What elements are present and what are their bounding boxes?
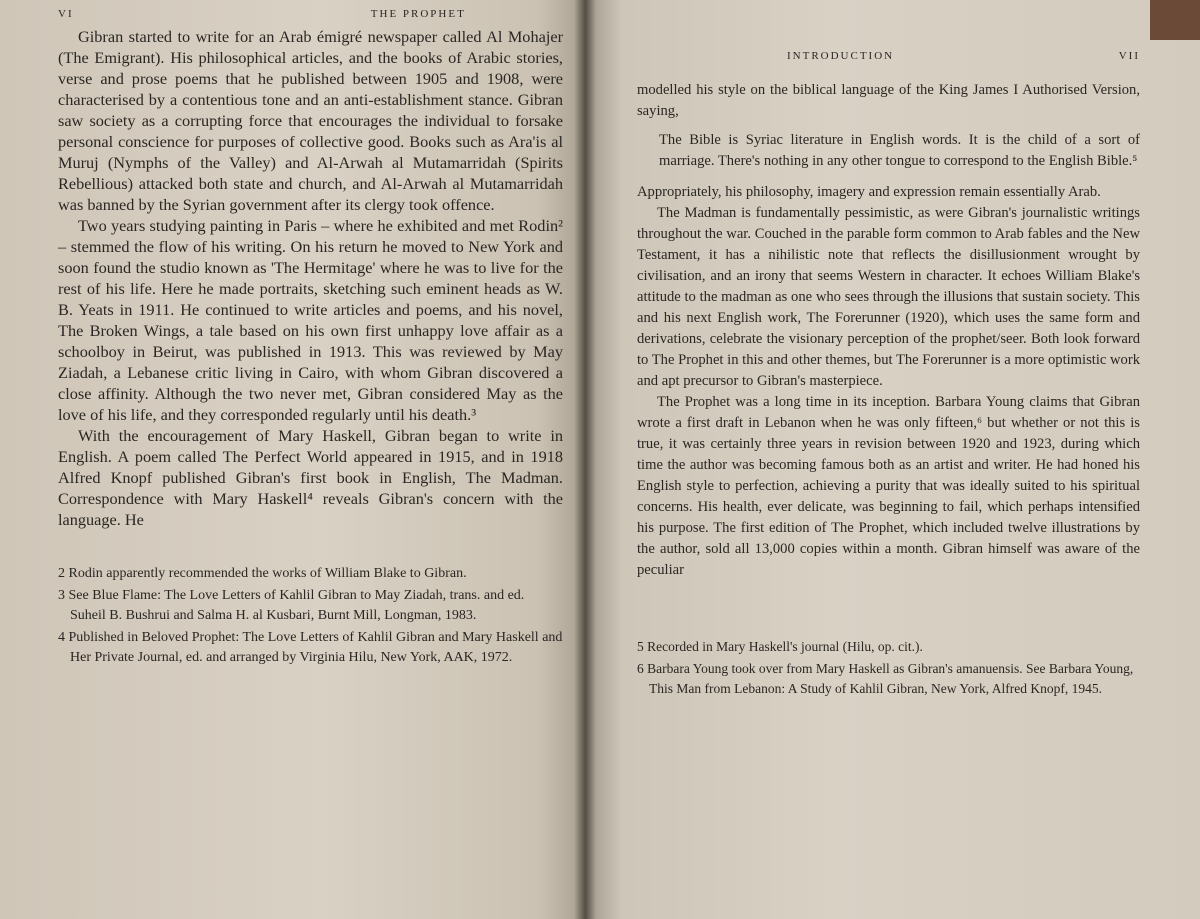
left-paragraph-2: Two years studying painting in Paris – where he exhibited and met Rodin² – stemmed the flow of his writing. On his return he moved to New York and soon found the studio known as 'The Hermitage' where he was to live for the rest of his life. Here he made portraits, sketching such eminent heads as W. B. Yeats in 1911. He continued to write articles and poems, and his novel, The Broken Wings, a tale based on his own first unhappy love affair as a schoolboy in Beirut, was published in 1913. This was reviewed by May Ziadah, a Lebanese critic living in Cairo, with whom Gibran discovered a close affinity. Although the two never met, Gibran considered May as the love of his life, and they corresponded regularly until his death.³ [58, 216, 563, 424]
footnote-2: 2 Rodin apparently recommended the works of William Blake to Gibran. [58, 566, 467, 581]
footnote-4: 4 Published in Beloved Prophet: The Love Letters of Kahlil Gibran and Mary Haskell and Her Private Journal, ed. and arranged by Virginia Hilu, New York, AAK, 1972. [58, 630, 563, 665]
footnote-5: 5 Recorded in Mary Haskell's journal (Hilu, op. cit.). [637, 639, 923, 654]
left-page [0, 0, 585, 919]
left-paragraph-1: Gibran started to write for an Arab émigré newspaper called Al Mohajer (The Emigrant). His philosophical articles, and the books of Arabic stories, verse and prose poems that he published between 1905 and 1908, were characterised by a contentious tone and an anti-establishment stance. Gibran saw society as a corrupting force that encourages the individual to forsake personal conscience for purposes of collective good. Books such as Ara'is al Muruj (Nymphs of the Valley) and Al-Arwah al Mutamarridah (Spirits Rebellious) attacked both state and church, and Al-Arwah al Mutamarridah was banned by the Syrian government after its clergy took offence. [58, 27, 563, 214]
left-page-number: VI [58, 8, 74, 20]
left-paragraph-3: With the encouragement of Mary Haskell, Gibran began to write in English. A poem called The Perfect World appeared in 1915, and in 1918 Alfred Knopf published Gibran's first book in English, The Madman. Correspondence with Mary Haskell⁴ reveals Gibran's concern with the language. He [58, 426, 563, 529]
background-edge [1150, 0, 1200, 40]
right-footnotes [637, 637, 1140, 699]
right-running-title: INTRODUCTION [787, 50, 895, 62]
left-running-head [58, 4, 563, 26]
right-paragraph-1: Appropriately, his philosophy, imagery and expression remain essentially Arab. [637, 184, 1101, 200]
right-page [585, 0, 1200, 919]
left-running-title: THE PROPHET [370, 8, 466, 20]
book-gutter [574, 0, 596, 919]
block-quote: The Bible is Syriac literature in English words. It is the child of a sort of marriage. There's nothing in any other tongue to correspond to the English Bible.⁵ [659, 132, 1140, 169]
left-footnotes [58, 564, 563, 668]
right-paragraph-2: The Madman is fundamentally pessimistic, as were Gibran's journalistic writings throughout the war. Couched in the parable form common to Arab fables and the New Testament, it has a nihilistic note that reflects the disillusionment wrought by civilisation, and an irony that seems Western in character. It echoes William Blake's attitude to the madman as one who sees through the illusions that sustain society. This and his next English work, The Forerunner (1920), which uses the same form and derivations, celebrate the visionary perception of the prophet/seer. Both look forward to The Prophet in this and other themes, but The Forerunner is a more optimistic work and apt precursor to Gibran's masterpiece. [637, 205, 1140, 389]
footnote-3: 3 See Blue Flame: The Love Letters of Kahlil Gibran to May Ziadah, trans. and ed. Suheil B. Bushrui and Salma H. al Kusbari, Burnt Mill, Longman, 1983. [58, 588, 525, 623]
right-opening: modelled his style on the biblical language of the King James I Authorised Version, saying, [637, 82, 1140, 119]
right-page-number: VII [1118, 50, 1140, 62]
footnote-6: 6 Barbara Young took over from Mary Haskell as Gibran's amanuensis. See Barbara Young, This Man from Lebanon: A Study of Kahlil Gibran, New York, Alfred Knopf, 1945. [637, 661, 1134, 696]
right-paragraph-3: The Prophet was a long time in its inception. Barbara Young claims that Gibran wrote a first draft in Lebanon when he was only fifteen,⁶ but whether or not this is true, it was certainly three years in revision between 1920 and 1923, during which time the author was becoming famous both as an artist and writer. He had honed his English style to perfection, achieving a purity that was ideally suited to his spiritual concerns. His health, ever delicate, was beginning to fail, which perhaps intensified his purpose. The first edition of The Prophet, which included twelve illustrations by the author, sold all 13,000 copies within a month. Gibran himself was aware of the peculiar [637, 394, 1140, 578]
left-body [58, 26, 563, 530]
right-running-head [637, 0, 1140, 80]
right-body [637, 80, 1140, 581]
